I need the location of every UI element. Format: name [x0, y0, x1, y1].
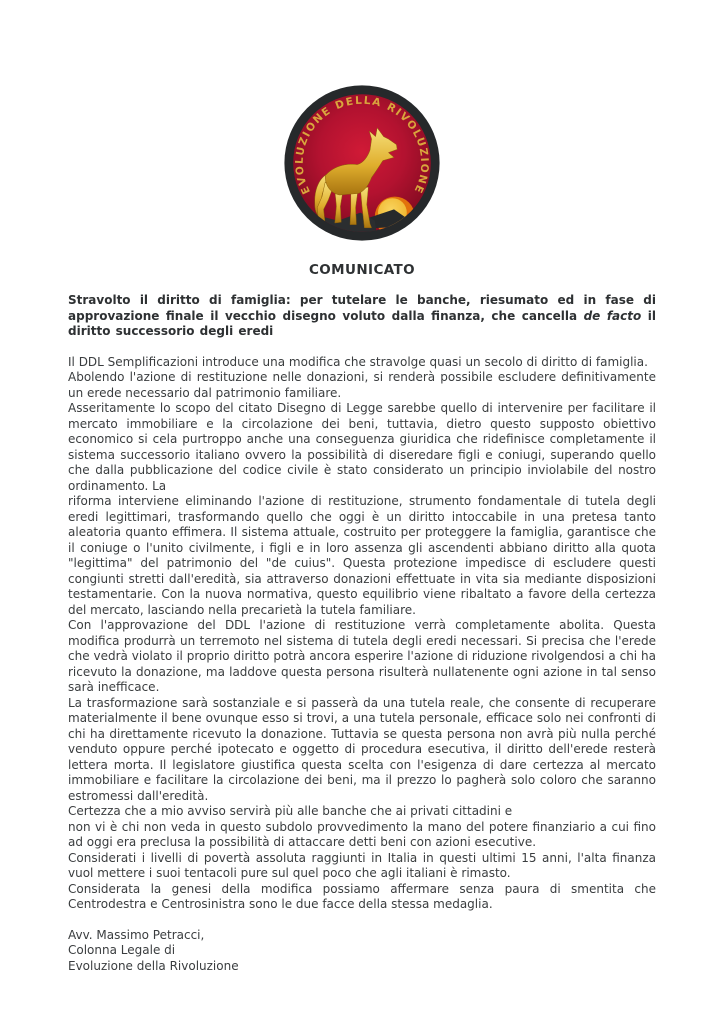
article-body — [68, 355, 656, 913]
signature-line: Avv. Massimo Petracci, — [68, 927, 205, 942]
article-paragraph: Considerati i livelli di povertà assoluta raggiunti in Italia in questi ultimi 15 anni, l'alta finanza vuol mettere i suoi tentacoli pure sul quel poco che agli italiani è rimasto. — [68, 850, 656, 880]
signature-line: Colonna Legale di — [68, 943, 176, 957]
article-paragraph: Abolendo l'azione di restituzione nelle donazioni, si renderà possibile escludere definitivamente un erede necessario dal patrimonio familiare. — [68, 370, 656, 400]
article-paragraph: riforma interviene eliminando l'azione di restituzione, strumento fondamentale di tutela degli eredi legittimari, trasformando quello che oggi è un diritto intoccabile in una pretesa tanto aleatoria quanto effimera. Il sistema attuale, costruito per proteggere la famiglia, garantisce che il coniuge o l'unito civilmente, i figli e in loro assenza gli ascendenti abbiano diritto alla quota "legittima" del patrimonio del "de cuius". Questa protezione impedisce di escludere questi congiunti stretti dall'eredità, sia attraverso donazioni effettuate in vita sia mediante disposizioni testamentarie. Con la nuova normativa, questo equilibrio viene ribaltato a favore della certezza del mercato, lasciando nella precarietà la tutela familiare. — [68, 494, 656, 617]
signature-line: Evoluzione della Rivoluzione — [68, 958, 239, 973]
logo-arc-text: EVOLUZIONE DELLA RIVOLUZIONE — [293, 94, 431, 196]
lead-paragraph — [68, 293, 656, 340]
page-title: COMUNICATO — [308, 262, 416, 278]
article-paragraph: non vi è chi non veda in questo subdolo provvedimento la mano del potere finanziario a cui fino ad oggi era preclusa la possibilità di attaccare detti beni con azioni esecutive. — [68, 819, 656, 849]
article-paragraph: Considerata la genesi della modifica possiamo affermare senza paura di smentita che Centrodestra e Centrosinistra sono le due facce della stessa medaglia. — [68, 881, 656, 911]
lead-italic: de facto — [583, 308, 642, 323]
article-paragraph: Asseritamente lo scopo del citato Disegno di Legge sarebbe quello di intervenire per facilitare il mercato immobiliare e la circolazione dei beni, tuttavia, dietro questo supposto obiettivo economico si cela purtroppo anche una conseguenza giuridica che ridefinisce completamente il sistema successorio italiano ovvero la possibilità di diseredare figli e coniugi, superando quello che dalla pubblicazione del codice civile è stato considerato un principio inviolabile del nostro ordinamento. La — [68, 401, 656, 493]
article-paragraph: Certezza che a mio avviso servirà più alle banche che ai privati cittadini e — [68, 804, 513, 818]
lead-pre: Stravolto il diritto di famiglia: per tutelare le banche, riesumato ed in fase di approvazione finale il vecchio disegno voluto dalla finanza, che cancella — [68, 293, 656, 323]
article-paragraph: Con l'approvazione del DDL l'azione di restituzione verrà completamente abolita. Questa modifica produrrà un terremoto nel sistema di tutela degli eredi necessari. Si precisa che l'erede che vedrà violato il proprio diritto potrà ancora esperire l'azione di riduzione rivolgendosi a chi ha ricevuto la donazione, ma laddove questa persona risulterà nullatenente ogni azione in tal senso sarà inefficace. — [68, 618, 656, 694]
lead-post: il diritto successorio degli eredi — [68, 308, 657, 338]
logo — [282, 83, 442, 243]
signature-block — [68, 928, 656, 975]
article-paragraph: La trasformazione sarà sostanziale e si passerà da una tutela reale, che consente di recuperare materialmente il bene ovunque esso si trovi, a una tutela personale, efficace solo nei confronti di chi ha direttamente ricevuto la donazione. Tuttavia se questa persona non avrà più nulla perché venduto oppure perché ipotecato e oggetto di procedura esecutiva, il diritto dell'erede resterà lettera morta. Il legislatore giustifica questa scelta con l'esigenza di dare certezza al mercato immobiliare e facilitare la circolazione dei beni, ma il prezzo lo pagherà solo coloro che saranno estromessi dall'eredità. — [68, 695, 656, 803]
article-paragraph: Il DDL Semplificazioni introduce una modifica che stravolge quasi un secolo di diritto di famiglia. — [68, 354, 648, 369]
wolf-emblem-icon — [282, 83, 442, 243]
